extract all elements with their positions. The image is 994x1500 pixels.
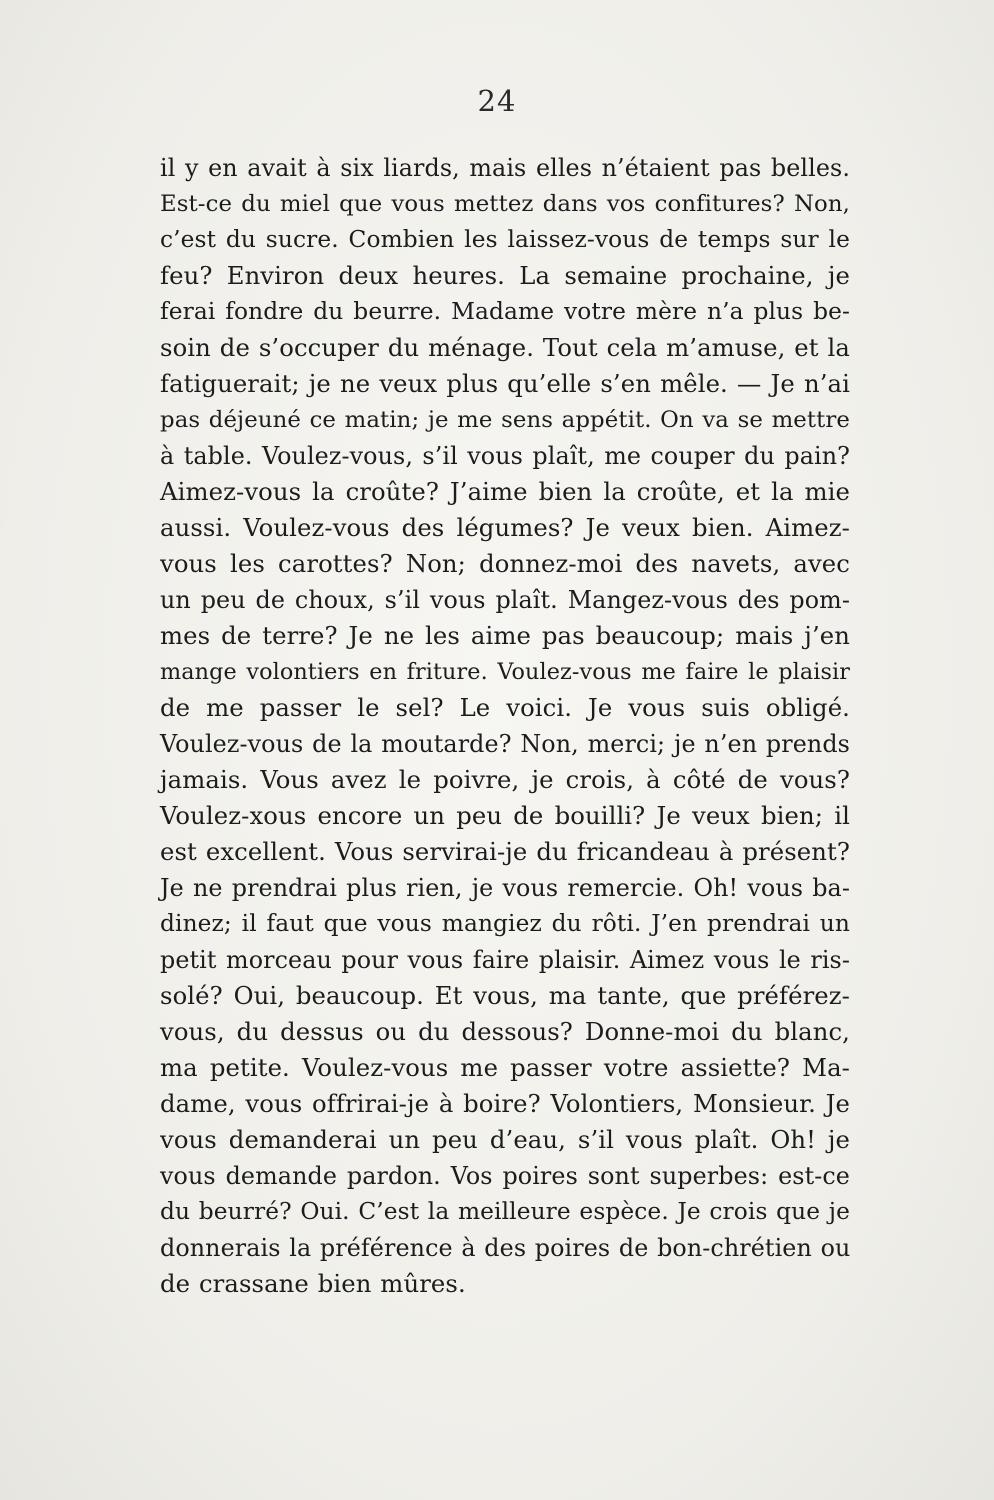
text-line: jamais. Vous avez le poivre, je crois, à côté de vous? (160, 765, 850, 794)
body-text (160, 150, 850, 1302)
text-line: c’est du sucre. Combien les laissez-vous de temps sur le (160, 226, 850, 253)
text-line: Voulez-xous encore un peu de bouilli? Je veux bien; il (160, 801, 850, 830)
text-line-last: de crassane bien mûres. (160, 1269, 466, 1298)
text-line: mange volontiers en friture. Voulez-vous me faire le plaisir (160, 659, 850, 685)
text-line: Aimez-vous la croûte? J’aime bien la croûte, et la mie (160, 477, 850, 506)
text-line: dinez; il faut que vous mangiez du rôti. J’en prendrai un (160, 910, 850, 937)
text-line: vous demande pardon. Vos poires sont superbes: est-ce (160, 1162, 850, 1190)
text-line: solé? Oui, beaucoup. Et vous, ma tante, que préférez- (160, 981, 850, 1010)
page-number: 24 (477, 84, 517, 118)
text-line: est excellent. Vous servirai-je du fricandeau à présent? (160, 837, 850, 866)
text-line: vous les carottes? Non; donnez-moi des navets, avec (160, 549, 850, 578)
text-line: à table. Voulez-vous, s’il vous plaît, me couper du pain? (160, 442, 850, 470)
text-line: donnerais la préférence à des poires de bon-chrétien ou (160, 1234, 851, 1262)
text-line: vous demanderai un peu d’eau, s’il vous plaît. Oh! je (160, 1125, 850, 1154)
text-line: pas déjeuné ce matin; je me sens appétit. On va se mettre (160, 407, 850, 433)
text-line: de me passer le sel? Le voici. Je vous suis obligé. (160, 693, 850, 722)
text-line: soin de s’occuper du ménage. Tout cela m’amuse, et la (160, 333, 850, 362)
text-line: vous, du dessus ou du dessous? Donne-moi du blanc, (160, 1017, 850, 1046)
text-line: mes de terre? Je ne les aime pas beaucoup; mais j’en (160, 621, 850, 650)
text-line: petit morceau pour vous faire plaisir. Aimez vous le ris- (160, 946, 850, 974)
text-line: ma petite. Voulez-vous me passer votre assiette? Ma- (160, 1053, 850, 1082)
text-line: Je ne prendrai plus rien, je vous remercie. Oh! vous ba- (160, 874, 850, 902)
text-line: fatiguerait; je ne veux plus qu’elle s’en mêle. — Je n’ai (160, 369, 850, 398)
text-line: dame, vous offrirai-je à boire? Volontiers, Monsieur. Je (160, 1089, 850, 1118)
text-line: un peu de choux, s’il vous plaît. Mangez-vous des pom- (160, 586, 850, 614)
text-line: aussi. Voulez-vous des légumes? Je veux bien. Aimez- (160, 513, 850, 542)
text-line: il y en avait à six liards, mais elles n’étaient pas belles. (160, 154, 850, 182)
text-line: feu? Environ deux heures. La semaine prochaine, je (160, 261, 850, 290)
text-line: ferai fondre du beurre. Madame votre mère n’a plus be- (160, 298, 850, 325)
text-line: Est-ce du miel que vous mettez dans vos confitures? Non, (160, 191, 850, 217)
text-line: du beurré? Oui. C’est la meilleure espèce. Je crois que je (160, 1198, 850, 1225)
text-line: Voulez-vous de la moutarde? Non, merci; je n’en prends (160, 730, 850, 758)
